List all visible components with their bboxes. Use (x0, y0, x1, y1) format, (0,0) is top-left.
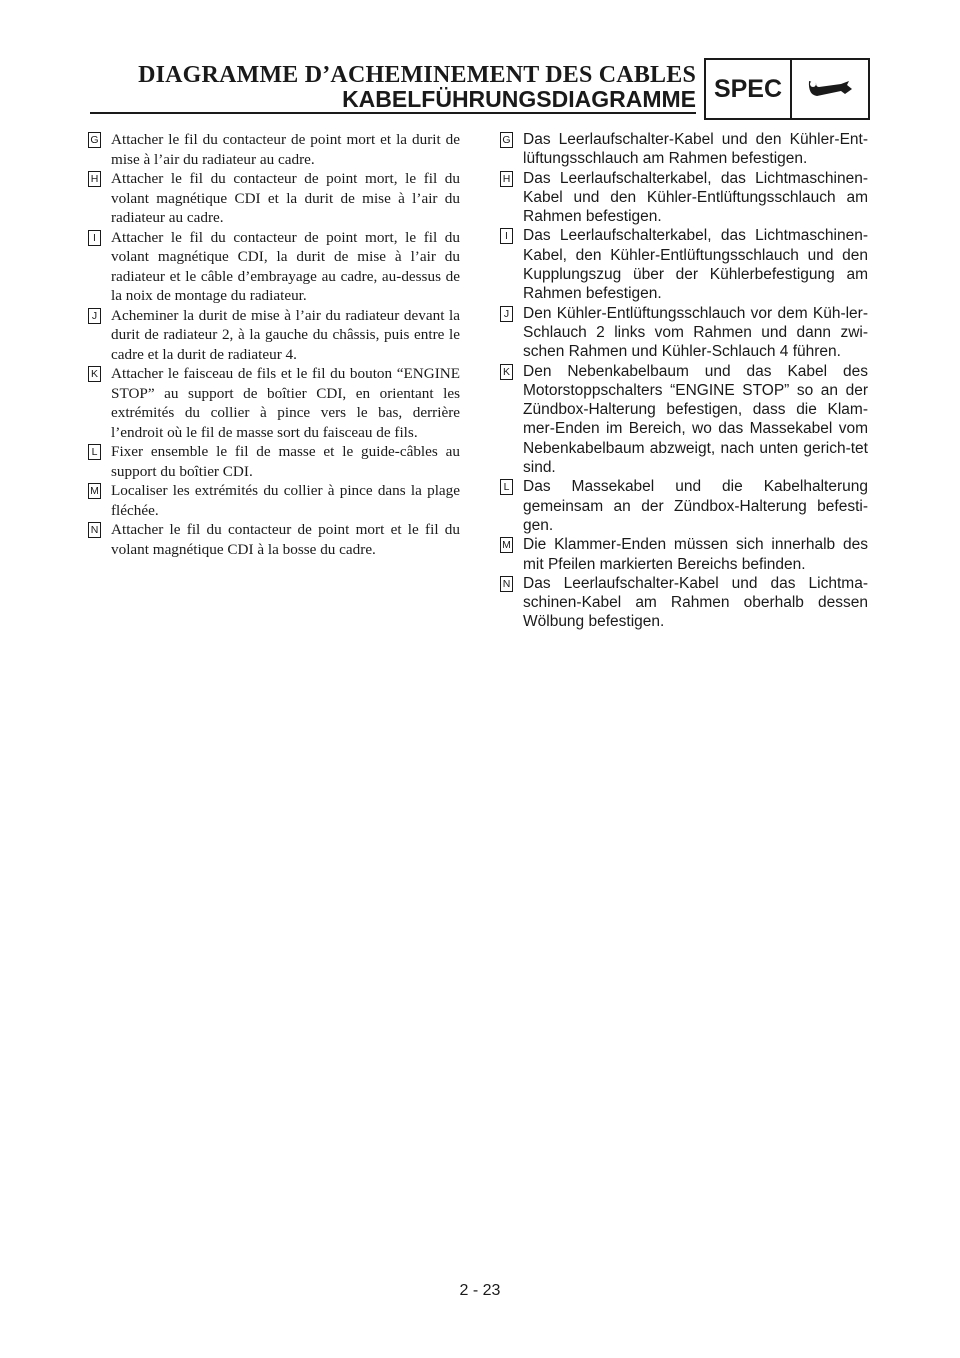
list-item (88, 520, 460, 559)
item-text: Attacher le faisceau de fils et le fil du bouton “ENGINE STOP” au support de boîtier CDI, en orientant les extrémités du collier à pince vers le bas, derrière l’endroit où le fil de masse sort du faisceau de fils. (111, 365, 460, 441)
item-marker: G (88, 132, 101, 148)
list-item (88, 306, 460, 365)
item-text: Das Massekabel und die Kabelhalterung gemeinsam an der Zündbox-Halterung befesti-gen. (523, 478, 868, 534)
item-text: Den Kühler-Entlüftungsschlauch vor dem Küh-ler-Schlauch 2 links vom Rahmen und dann zwi-schen Rahmen und Kühler-Schlauch 4 führen. (523, 304, 868, 361)
item-marker: N (500, 576, 513, 592)
item-marker: M (500, 537, 513, 553)
item-text: Das Leerlaufschalter-Kabel und das Lichtma-schinen-Kabel am Rahmen oberhalb dessen Wölbung befestigen. (523, 574, 868, 631)
list-item (500, 535, 868, 574)
item-marker: J (500, 306, 513, 322)
page-header (90, 58, 870, 120)
list-item (500, 169, 868, 227)
item-text: Attacher le fil du contacteur de point mort, le fil du volant magnétique CDI, la durit de mise à l’air du radiateur et le câble d’embrayage au cadre, au-dessus de la noix de montage du radiateur. (111, 228, 460, 304)
item-marker: I (88, 230, 101, 246)
list-item (88, 130, 460, 169)
header-rule (90, 112, 696, 114)
spec-label: SPEC (706, 60, 792, 118)
list-item (500, 130, 868, 169)
french-column (88, 130, 460, 559)
item-marker: K (88, 366, 101, 382)
item-text: Attacher le fil du contacteur de point mort et le fil du volant magnétique CDI à la bosse du cadre. (111, 521, 460, 558)
item-marker: M (88, 483, 101, 499)
item-text: Das Leerlaufschalterkabel, das Lichtmaschinen-Kabel und den Kühler-Entlüftungsschlauch am Rahmen befestigen. (523, 169, 868, 226)
item-marker: K (500, 364, 513, 380)
list-item (88, 169, 460, 228)
list-item (500, 574, 868, 632)
item-text: Localiser les extrémités du collier à pince dans la plage fléchée. (111, 482, 460, 519)
item-text: Die Klammer-Enden müssen sich innerhalb des mit Pfeilen markierten Bereichs befinden. (523, 536, 868, 573)
item-marker: L (500, 479, 513, 495)
list-item (500, 226, 868, 303)
list-item (88, 364, 460, 442)
item-text: Attacher le fil du contacteur de point mort, le fil du volant magnétique CDI et la durit de mise à l’air du radiateur au cadre. (111, 170, 460, 226)
list-item (88, 228, 460, 306)
item-marker: G (500, 132, 513, 148)
item-marker: N (88, 522, 101, 538)
item-text: Acheminer la durit de mise à l’air du radiateur devant la durit de radiateur 2, à la gauche du châssis, puis entre le cadre et la durit de radiateur 4. (111, 306, 460, 363)
item-text: Das Leerlaufschalterkabel, das Lichtmaschinen-Kabel, den Kühler-Entlüftungsschlauch und den Kupplungszug über der Kühlerbefestigung am Rahmen befestigen. (523, 227, 868, 303)
list-item (500, 362, 868, 478)
list-item (88, 442, 460, 481)
item-marker: H (88, 171, 101, 187)
item-text: Den Nebenkabelbaum und das Kabel des Motorstoppschalters “ENGINE STOP” so an der Zündbox-Halterung befestigen, dass die Klam-mer-Enden im Bereich, wo das Massekabel vom Nebenkabelbaum abzweigt, nach unten gerich-tet sind. (523, 362, 868, 477)
item-marker: I (500, 228, 513, 244)
item-text: Fixer ensemble le fil de masse et le guide-câbles au support du boîtier CDI. (111, 443, 460, 480)
item-marker: J (88, 308, 101, 324)
list-item (500, 477, 868, 535)
list-item (500, 304, 868, 362)
item-marker: H (500, 171, 513, 187)
item-text: Das Leerlaufschalter-Kabel und den Kühler-Ent-lüftungsschlauch am Rahmen befestigen. (523, 131, 868, 168)
item-marker: L (88, 444, 101, 460)
page-number: 2 - 23 (459, 1282, 501, 1299)
wrench-icon (792, 60, 868, 118)
section-title-french: DIAGRAMME D’ACHEMINEMENT DES CABLES (138, 62, 696, 88)
german-column (500, 130, 868, 632)
list-item (88, 481, 460, 520)
section-title-german: KABELFÜHRUNGSDIAGRAMME (342, 86, 696, 112)
spec-badge (704, 58, 870, 120)
item-text: Attacher le fil du contacteur de point mort et la durit de mise à l’air du radiateur au cadre. (111, 131, 460, 168)
